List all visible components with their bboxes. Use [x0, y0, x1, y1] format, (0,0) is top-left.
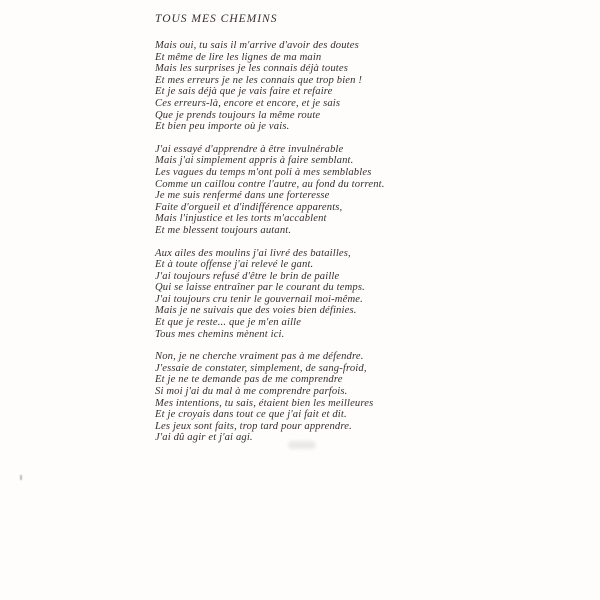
poem-line: Et à toute offense j'ai relevé le gant.	[155, 259, 314, 271]
poem-line: Et me blessent toujours autant.	[155, 224, 292, 236]
scan-smudge-artifact	[288, 441, 316, 449]
poem-line: Et que je reste... que je m'en aille	[155, 317, 302, 329]
poem-line: Et je croyais dans tout ce que j'ai fait et dit.	[155, 409, 347, 421]
poem-line: Qui se laisse entraîner par le courant du temps.	[155, 282, 365, 294]
poem-line: Si moi j'ai du mal à me comprendre parfois.	[155, 386, 348, 398]
poem-stanza	[155, 40, 385, 133]
poem-line: Et je ne te demande pas de me comprendre	[155, 374, 343, 386]
poem-line: Et mes erreurs je ne les connais que trop bien !	[155, 74, 363, 86]
poem-line: Et je sais déjà que je vais faire et refaire	[155, 86, 333, 98]
poem-line: Mes intentions, tu sais, étaient bien les meilleures	[155, 397, 374, 409]
poem-line: Mais oui, tu sais il m'arrive d'avoir des doutes	[155, 40, 359, 51]
poem-line: Comme un caillou contre l'autre, au fond du torrent.	[155, 178, 385, 190]
poem-line: Mais l'injustice et les torts m'accablent	[155, 213, 327, 225]
poem-line: Ces erreurs-là, encore et encore, et je sais	[155, 97, 341, 109]
poem-line: J'essaie de constater, simplement, de sang-froid,	[155, 362, 367, 374]
poem-line: Mais je ne suivais que des voies bien définies.	[155, 305, 357, 317]
poem-line: Et bien peu importe où je vais.	[155, 121, 290, 133]
poem-stanza	[155, 351, 385, 444]
poem-line: Les jeux sont faits, trop tard pour apprendre.	[155, 420, 352, 432]
poem-line: J'ai dû agir et j'ai agi.	[155, 432, 253, 444]
poem-line: Tous mes chemins mènent ici.	[155, 328, 285, 340]
poem-line: Les vagues du temps m'ont poli à mes semblables	[155, 166, 372, 178]
scan-speck-artifact	[20, 475, 22, 480]
poem-line: Que je prends toujours la même route	[155, 109, 321, 121]
poem-line: J'ai toujours refusé d'être le brin de paille	[155, 270, 340, 282]
poem	[155, 13, 385, 455]
poem-line: Faite d'orgueil et d'indifférence apparents,	[155, 201, 343, 213]
poem-line: Aux ailes des moulins j'ai livré des batailles,	[155, 247, 351, 259]
poem-title: TOUS MES CHEMINS	[155, 13, 278, 25]
poem-line: J'ai essayé d'apprendre à être invulnérable	[155, 143, 344, 155]
poem-line: Mais les surprises je les connais déjà toutes	[155, 63, 349, 75]
poem-stanza	[155, 248, 385, 341]
poem-line: Je me suis renfermé dans une forteresse	[155, 190, 330, 202]
poem-stanza	[155, 144, 385, 237]
poem-line: Mais j'ai simplement appris à faire semblant.	[155, 155, 354, 167]
poem-line: Et même de lire les lignes de ma main	[155, 51, 322, 63]
poem-line: J'ai toujours cru tenir le gouvernail moi-même.	[155, 293, 363, 305]
poem-line: Non, je ne cherche vraiment pas à me défendre.	[155, 351, 364, 363]
poem-stanzas	[155, 40, 385, 444]
